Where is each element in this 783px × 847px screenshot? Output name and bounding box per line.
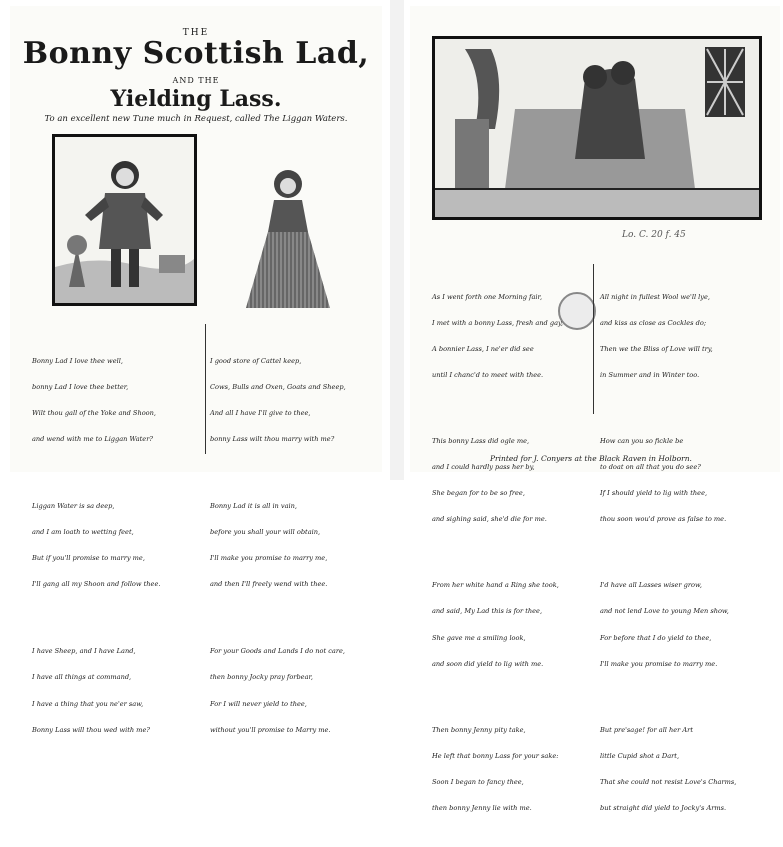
verse-column-2 (600, 258, 736, 847)
ballad-title: Bonny Scottish Lad, (22, 36, 370, 71)
verse-column-2 (210, 322, 346, 769)
stanza: Bonny Lad I love thee well, bonny Lad I love thee better, Wilt thou gall of the Yoke and Shoon, and wend with me to Liggan Water? (32, 356, 156, 444)
stanza: How can you so fickle be to doat on all that you do see? If I should yield to lig with thee, thou soon wou'd prove as false to me. (600, 437, 727, 524)
bedchamber-scene-icon (435, 39, 759, 217)
verse-column-1 (32, 322, 160, 769)
printer-imprint: Printed for J. Conyers at the Black Raven in Holborn. (490, 454, 692, 463)
stanza: Liggan Water is sa deep, and I am loath to wetting feet, But if you'll promise to marry me, I'll gang all my Shoon and follow thee. (32, 502, 161, 589)
stanza: Bonny Lad it is all in vain, before you shall your will obtain, I'll make you promise to marry me, and then I'll freely wend with thee. (210, 502, 328, 589)
stanza: All night in fullest Wool we'll lye, and kiss as close as Cockles do; Then we the Bliss of Love will try, in Summer and in Winter too. (600, 292, 713, 380)
woodcut-yielding-lass (238, 162, 338, 312)
woman-figure-icon (238, 162, 338, 312)
stanza: But pre'sage! for all her Art little Cupid shot a Dart, That she could not resist Love's Charms, but straight did yield to Jocky's Arms. (600, 725, 737, 812)
title-the: THE (182, 28, 210, 38)
man-figure-icon (55, 137, 194, 303)
woodcut-scottish-lad (52, 134, 197, 306)
handwritten-shelfmark: Lo. C. 20 f. 45 (622, 230, 686, 240)
right-page (410, 6, 780, 812)
title-and-the: AND THE (172, 76, 220, 85)
library-stamp (558, 292, 596, 330)
stanza: I'd have all Lasses wiser grow, and not lend Love to young Men show, For before that I do yield to thee, I'll make you promise to marry me. (600, 581, 729, 668)
tune-line: To an excellent new Tune much in Request, called The Liggan Waters. (44, 114, 348, 124)
stanza: From her white hand a Ring she took, and said, My Lad this is for thee, She gave me a smiling look, and soon did yield to lig with me. (432, 581, 559, 668)
stanza: As I went forth one Morning fair, I met with a bonny Lass, fresh and gay, A bonnier Lass, I ne'er did see until I chanc'd to meet with thee. (432, 292, 563, 380)
book-gutter (390, 0, 404, 480)
column-rule (205, 324, 206, 454)
column-rule (593, 264, 594, 414)
woodcut-bedchamber-scene (432, 36, 762, 220)
stanza: I have Sheep, and I have Land, I have all things at command, I have a thing that you ne'er saw, Bonny Lass will thou wed with me? (32, 647, 150, 734)
stanza: This bonny Lass did ogle me, and I could hardly pass her by, She began for to be so free, and sighing said, she'd die for me. (432, 437, 547, 524)
stanza: For your Goods and Lands I do not care, then bonny Jocky pray forbear, For I will never yield to thee, without you'll promise to Marry me. (210, 647, 346, 734)
ballad-subtitle: Yielding Lass. (110, 86, 282, 112)
left-page (10, 6, 382, 734)
verse-column-1 (432, 258, 563, 847)
stanza: I good store of Cattel keep, Cows, Bulls and Oxen, Goats and Sheep, And all I have I'll give to thee, bonny Lass wilt thou marry with me? (210, 356, 346, 444)
stanza: Then bonny Jenny pity take, He left that bonny Lass for your sake: Soon I began to fancy thee, then bonny Jenny lie with me. (432, 725, 559, 812)
